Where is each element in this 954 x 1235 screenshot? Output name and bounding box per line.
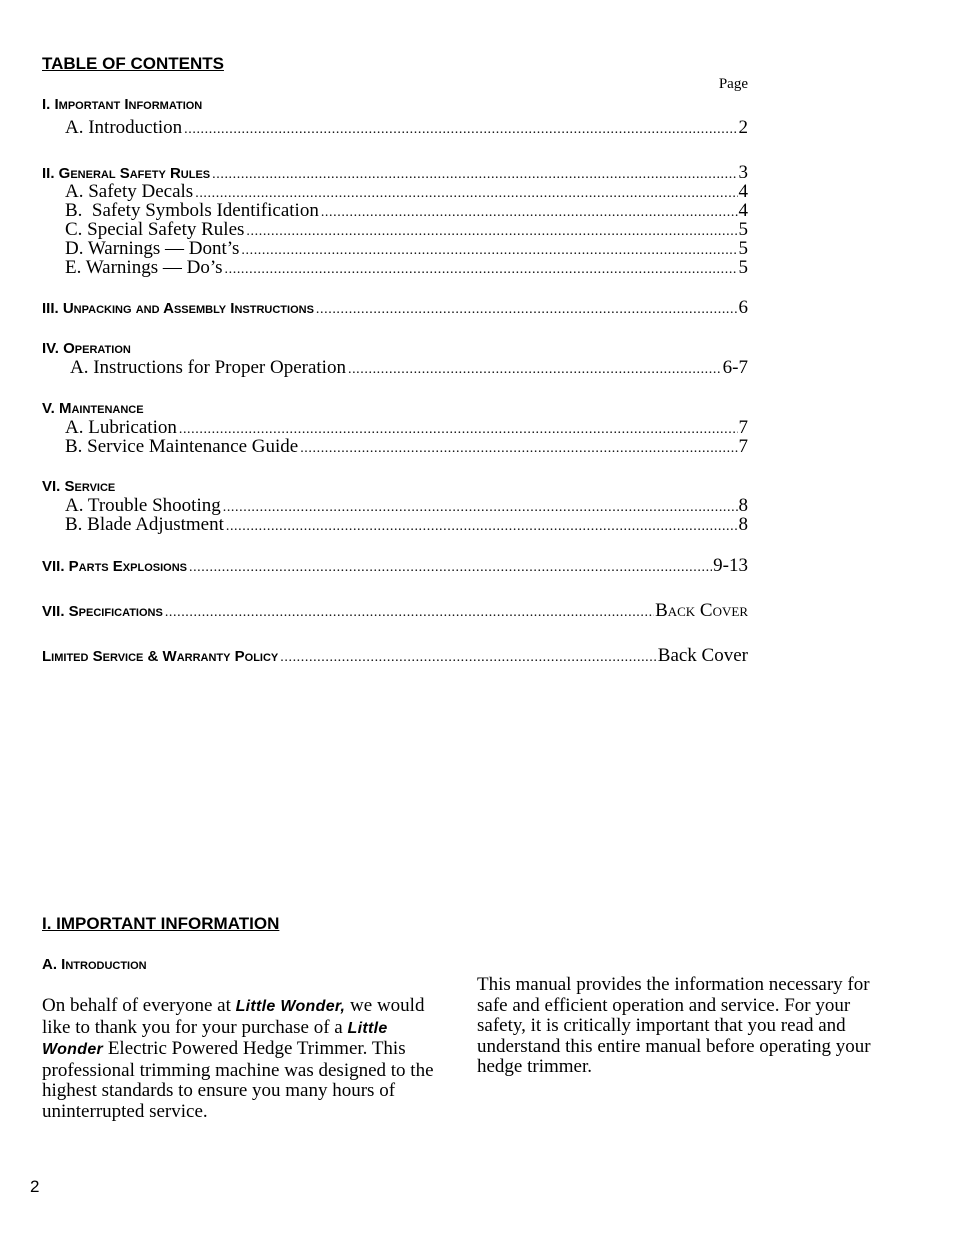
toc-section-page: 3 <box>738 162 748 183</box>
toc-entry-label: A. Introduction <box>65 117 183 138</box>
leader-dots <box>280 648 657 667</box>
page-number: 2 <box>30 1177 40 1196</box>
toc-section-label: VII. Specifications <box>42 603 163 620</box>
toc-section-label: III. Unpacking and Assembly Instructions <box>42 300 314 317</box>
toc-section-heading: I. Important Information <box>42 96 203 113</box>
intro-paragraph-left <box>42 996 452 1122</box>
toc-entry[interactable] <box>65 258 748 279</box>
toc-section-heading: VI. Service <box>42 478 116 495</box>
toc-entry-page: 5 <box>738 257 748 278</box>
toc-entry-page: 8 <box>738 495 748 516</box>
toc-entry[interactable] <box>65 118 748 139</box>
toc-entry-page: 8 <box>738 514 748 535</box>
toc-entry-label: B. Blade Adjustment <box>65 514 224 535</box>
toc-entry-label: B. Service Maintenance Guide <box>65 436 299 457</box>
intro-paragraph-right: This manual provides the information necessary for safe and efficient operation and service. For your safety, it is critically important that you read and understand this entire manual before operating your hedge trimmer. <box>477 974 871 1077</box>
toc-entry-label: C. Special Safety Rules <box>65 219 245 240</box>
leader-dots <box>300 439 737 458</box>
intro-text: we would like to thank you for your purchase of a <box>42 995 425 1038</box>
toc-entry-label: D. Warnings — Dont’s <box>65 238 240 259</box>
brand-name: Little Wonder <box>42 1019 388 1058</box>
toc-entry-page: 5 <box>738 238 748 259</box>
toc-entry-label: A. Instructions for Proper Operation <box>70 357 346 378</box>
toc-section-entry[interactable] <box>42 601 748 622</box>
toc-entry[interactable] <box>65 437 748 458</box>
toc-entry-page: 2 <box>738 117 748 138</box>
section-subtitle: A. Introduction <box>42 956 147 973</box>
leader-dots <box>226 517 738 536</box>
toc-section-entry[interactable] <box>42 556 748 577</box>
toc-entry-label: A. Trouble Shooting <box>65 495 221 516</box>
intro-text: On behalf of everyone at <box>42 995 236 1016</box>
toc-section-label: II. General Safety Rules <box>42 165 211 182</box>
toc-title: TABLE OF CONTENTS <box>42 54 224 73</box>
leader-dots <box>348 360 722 379</box>
toc-entry-page: 7 <box>738 417 748 438</box>
toc-section-page: Back Cover <box>655 600 748 621</box>
toc-section-entry[interactable] <box>42 298 748 319</box>
toc-section-label: Limited Service & Warranty Policy <box>42 648 279 665</box>
toc-section-heading: IV. Operation <box>42 340 131 357</box>
section-title: I. IMPORTANT INFORMATION <box>42 914 280 933</box>
page-column-header: Page <box>718 76 748 92</box>
toc-entry-label: A. Safety Decals <box>65 181 194 202</box>
toc-section-page: 9-13 <box>713 555 748 576</box>
toc-section-entry[interactable] <box>42 646 748 667</box>
leader-dots <box>225 260 738 279</box>
leader-dots <box>189 558 712 577</box>
toc-entry-page: 6-7 <box>722 357 748 378</box>
leader-dots <box>316 300 738 319</box>
toc-entry-page: 4 <box>738 200 748 221</box>
toc-section-page: Back Cover <box>657 645 748 666</box>
toc-section-label: VII. Parts Explosions <box>42 558 187 575</box>
leader-dots <box>184 120 737 139</box>
brand-name: Little Wonder, <box>235 998 346 1015</box>
toc-section-page: 6 <box>738 297 748 318</box>
toc-entry-page: 7 <box>738 436 748 457</box>
intro-text: Electric Powered Hedge Trimmer. This professional trimming machine was designed to the highest standards to ensure you many hours of uninterrupted service. <box>42 1038 434 1122</box>
toc-entry-label: E. Warnings — Do’s <box>65 257 223 278</box>
toc-entry-label: A. Lubrication <box>65 417 177 438</box>
toc-entry[interactable] <box>70 358 748 379</box>
leader-dots <box>165 603 654 622</box>
toc-entry[interactable] <box>65 515 748 536</box>
toc-entry-label: B. Safety Symbols Identification <box>65 200 319 221</box>
toc-section-heading: V. Maintenance <box>42 400 144 417</box>
toc-entry-page: 5 <box>738 219 748 240</box>
toc-entry-page: 4 <box>738 181 748 202</box>
